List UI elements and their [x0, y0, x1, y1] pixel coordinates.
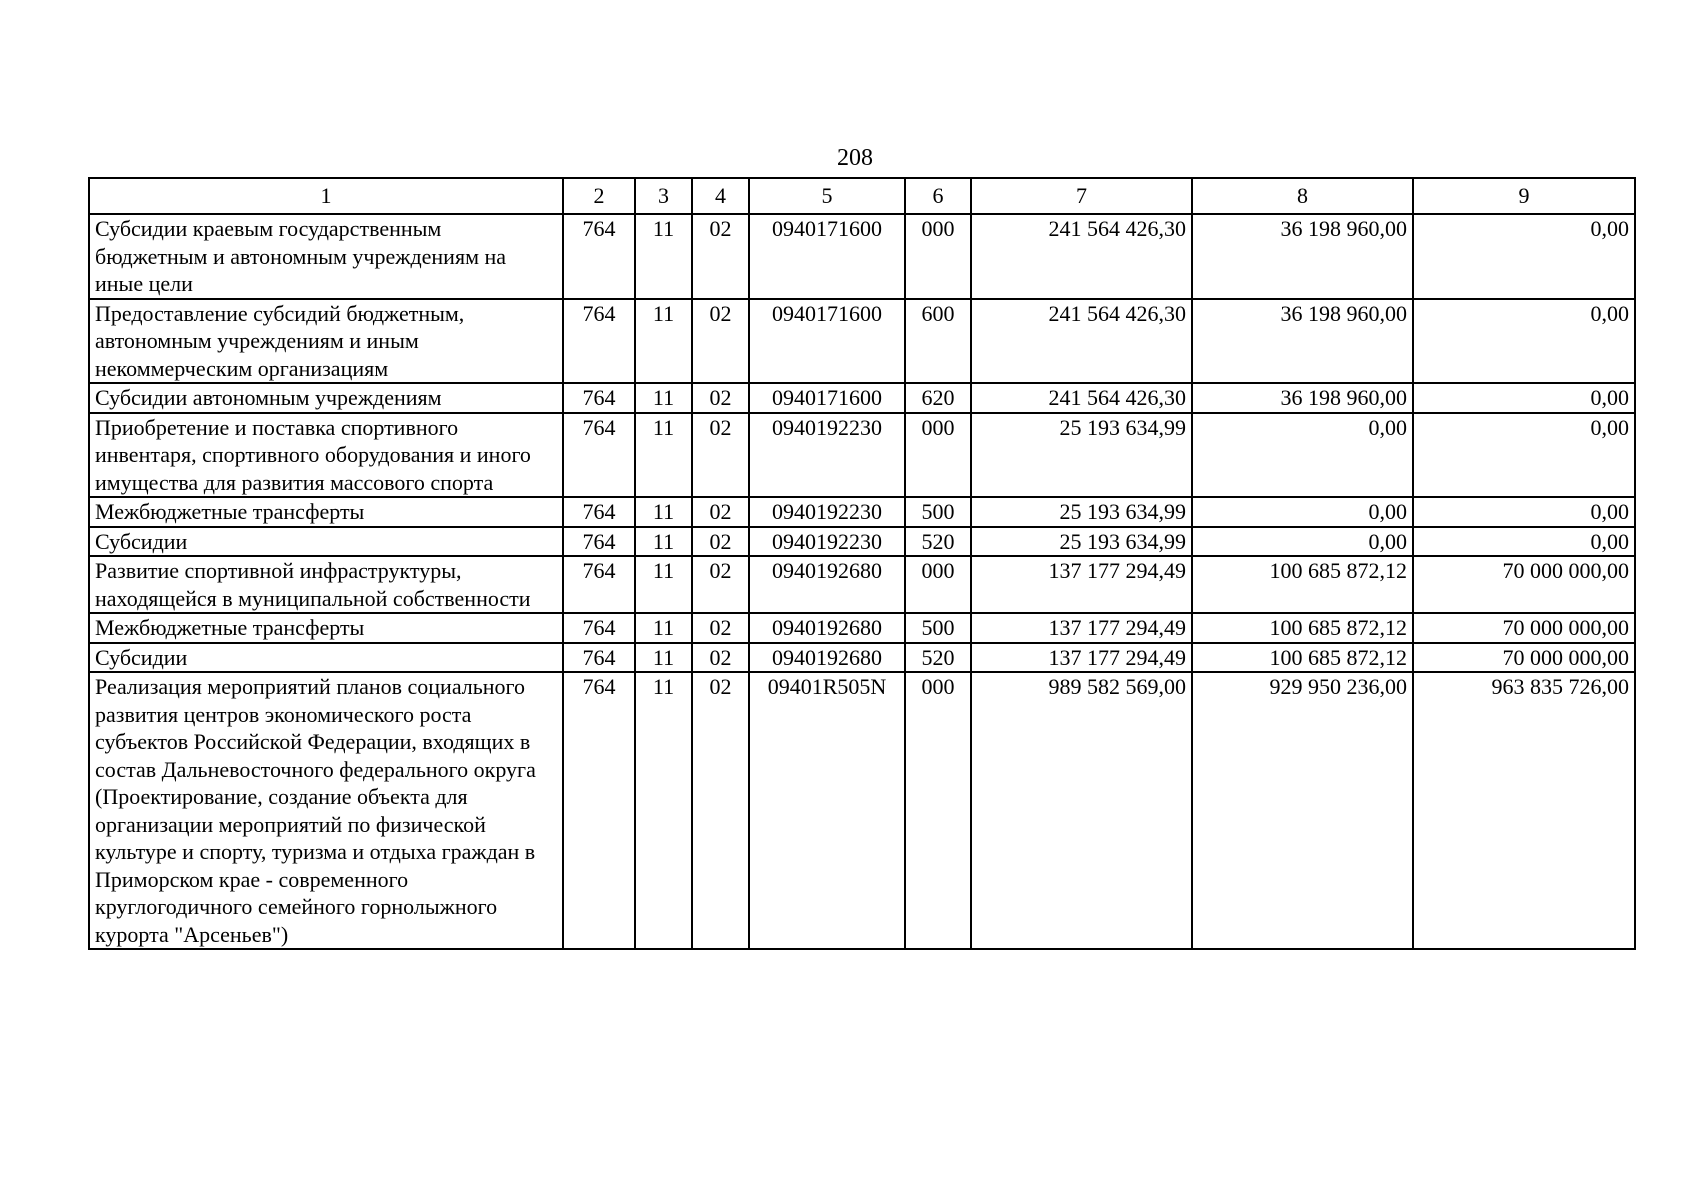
- row-name: Межбюджетные трансферты: [89, 613, 563, 643]
- column-header: 3: [635, 178, 692, 214]
- amount-col8: 0,00: [1192, 413, 1413, 498]
- code-col2: 764: [563, 672, 635, 949]
- code-col4: 02: [692, 527, 749, 557]
- table-row: [89, 299, 1635, 384]
- amount-col7: 989 582 569,00: [971, 672, 1192, 949]
- code-col2: 764: [563, 497, 635, 527]
- code-col5: 0940192680: [749, 556, 905, 613]
- amount-col7: 241 564 426,30: [971, 383, 1192, 413]
- table-row: [89, 497, 1635, 527]
- amount-col9: 0,00: [1413, 527, 1635, 557]
- code-col2: 764: [563, 299, 635, 384]
- amount-col8: 36 198 960,00: [1192, 214, 1413, 299]
- code-col3: 11: [635, 643, 692, 673]
- code-col6: 520: [905, 643, 971, 673]
- table-row: [89, 214, 1635, 299]
- row-name: Субсидии краевым государственным бюджетным и автономным учреждениям на иные цели: [89, 214, 563, 299]
- code-col5: 0940171600: [749, 299, 905, 384]
- amount-col8: 929 950 236,00: [1192, 672, 1413, 949]
- code-col3: 11: [635, 299, 692, 384]
- code-col5: 0940192230: [749, 413, 905, 498]
- code-col4: 02: [692, 672, 749, 949]
- code-col6: 000: [905, 672, 971, 949]
- page-number: 208: [837, 145, 873, 171]
- code-col5: 0940192230: [749, 527, 905, 557]
- column-header: 6: [905, 178, 971, 214]
- table-row: [89, 613, 1635, 643]
- row-name: Реализация мероприятий планов социального развития центров экономического роста субъектов Российской Федерации, входящих в состав Дальневосточного федерального округа (Проектирование, создание объекта для организации мероприятий по физической культуре и спорту, туризма и отдыха граждан в Приморском крае - современного круглогодичного семейного горнолыжного курорта "Арсеньев"): [89, 672, 563, 949]
- table-row: [89, 383, 1635, 413]
- amount-col9: 70 000 000,00: [1413, 643, 1635, 673]
- amount-col7: 137 177 294,49: [971, 613, 1192, 643]
- code-col4: 02: [692, 299, 749, 384]
- code-col6: 620: [905, 383, 971, 413]
- row-name: Развитие спортивной инфраструктуры, находящейся в муниципальной собственности: [89, 556, 563, 613]
- code-col5: 0940171600: [749, 214, 905, 299]
- amount-col8: 0,00: [1192, 527, 1413, 557]
- row-name: Субсидии: [89, 643, 563, 673]
- column-header: 9: [1413, 178, 1635, 214]
- table-body: [89, 214, 1635, 949]
- column-header: 7: [971, 178, 1192, 214]
- code-col5: 0940192230: [749, 497, 905, 527]
- code-col5: 0940192680: [749, 613, 905, 643]
- column-header: 5: [749, 178, 905, 214]
- code-col4: 02: [692, 214, 749, 299]
- amount-col9: 70 000 000,00: [1413, 556, 1635, 613]
- code-col6: 000: [905, 214, 971, 299]
- table-header: [89, 178, 1635, 214]
- row-name: Приобретение и поставка спортивного инвентаря, спортивного оборудования и иного имущества для развития массового спорта: [89, 413, 563, 498]
- code-col4: 02: [692, 643, 749, 673]
- amount-col9: 0,00: [1413, 497, 1635, 527]
- table-row: [89, 413, 1635, 498]
- amount-col9: 70 000 000,00: [1413, 613, 1635, 643]
- table-row: [89, 643, 1635, 673]
- row-name: Субсидии: [89, 527, 563, 557]
- code-col6: 500: [905, 613, 971, 643]
- amount-col8: 100 685 872,12: [1192, 643, 1413, 673]
- amount-col9: 963 835 726,00: [1413, 672, 1635, 949]
- code-col3: 11: [635, 214, 692, 299]
- amount-col9: 0,00: [1413, 413, 1635, 498]
- code-col5: 09401R505N: [749, 672, 905, 949]
- amount-col8: 100 685 872,12: [1192, 556, 1413, 613]
- code-col4: 02: [692, 383, 749, 413]
- code-col3: 11: [635, 613, 692, 643]
- amount-col8: 100 685 872,12: [1192, 613, 1413, 643]
- table-row: [89, 556, 1635, 613]
- code-col6: 600: [905, 299, 971, 384]
- column-header: 8: [1192, 178, 1413, 214]
- code-col3: 11: [635, 527, 692, 557]
- code-col3: 11: [635, 672, 692, 949]
- code-col4: 02: [692, 556, 749, 613]
- amount-col7: 137 177 294,49: [971, 556, 1192, 613]
- amount-col7: 25 193 634,99: [971, 413, 1192, 498]
- amount-col8: 36 198 960,00: [1192, 299, 1413, 384]
- code-col5: 0940171600: [749, 383, 905, 413]
- table-row: [89, 527, 1635, 557]
- column-header: 1: [89, 178, 563, 214]
- row-name: Межбюджетные трансферты: [89, 497, 563, 527]
- code-col3: 11: [635, 413, 692, 498]
- code-col6: 520: [905, 527, 971, 557]
- code-col3: 11: [635, 556, 692, 613]
- code-col2: 764: [563, 527, 635, 557]
- row-name: Субсидии автономным учреждениям: [89, 383, 563, 413]
- code-col3: 11: [635, 383, 692, 413]
- code-col6: 500: [905, 497, 971, 527]
- amount-col7: 25 193 634,99: [971, 497, 1192, 527]
- code-col2: 764: [563, 214, 635, 299]
- code-col2: 764: [563, 613, 635, 643]
- code-col6: 000: [905, 556, 971, 613]
- amount-col7: 25 193 634,99: [971, 527, 1192, 557]
- amount-col7: 241 564 426,30: [971, 214, 1192, 299]
- amount-col9: 0,00: [1413, 299, 1635, 384]
- amount-col8: 36 198 960,00: [1192, 383, 1413, 413]
- column-header: 2: [563, 178, 635, 214]
- amount-col9: 0,00: [1413, 214, 1635, 299]
- code-col2: 764: [563, 413, 635, 498]
- amount-col9: 0,00: [1413, 383, 1635, 413]
- column-header: 4: [692, 178, 749, 214]
- code-col4: 02: [692, 413, 749, 498]
- amount-col7: 241 564 426,30: [971, 299, 1192, 384]
- table-row: [89, 672, 1635, 949]
- code-col4: 02: [692, 497, 749, 527]
- row-name: Предоставление субсидий бюджетным, автономным учреждениям и иным некоммерческим организациям: [89, 299, 563, 384]
- code-col2: 764: [563, 383, 635, 413]
- code-col4: 02: [692, 613, 749, 643]
- code-col5: 0940192680: [749, 643, 905, 673]
- code-col2: 764: [563, 556, 635, 613]
- code-col3: 11: [635, 497, 692, 527]
- amount-col7: 137 177 294,49: [971, 643, 1192, 673]
- code-col6: 000: [905, 413, 971, 498]
- code-col2: 764: [563, 643, 635, 673]
- amount-col8: 0,00: [1192, 497, 1413, 527]
- budget-table: [88, 177, 1636, 950]
